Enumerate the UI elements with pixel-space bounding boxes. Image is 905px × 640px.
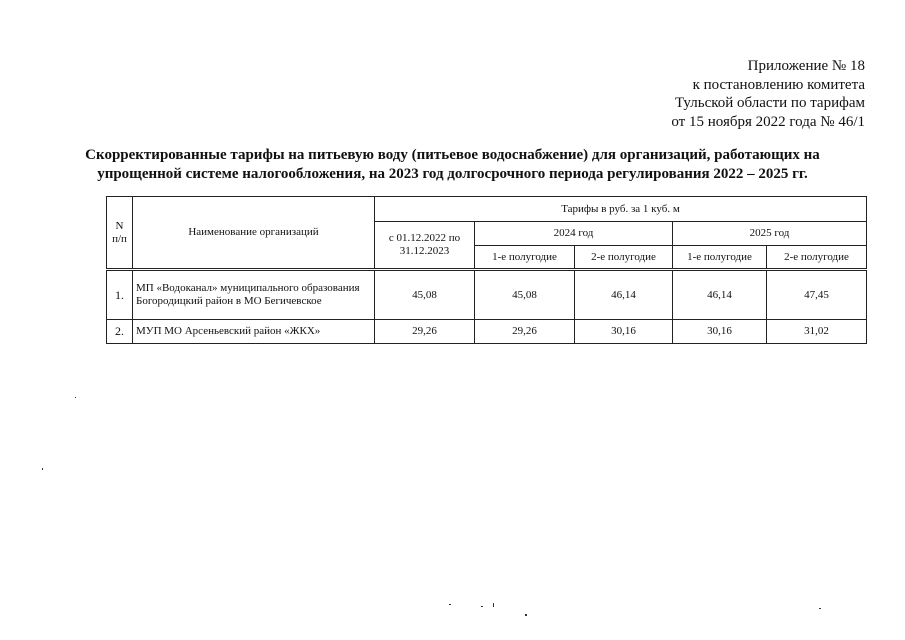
scan-speck — [819, 608, 821, 609]
appendix-line-4: от 15 ноября 2022 года № 46/1 — [671, 113, 865, 130]
scan-speck — [493, 603, 494, 607]
tariff-value: 45,08 — [375, 270, 475, 320]
scan-speck — [75, 397, 76, 398]
title-line-2: упрощенной системе налогообложения, на 2023 год долгосрочного периода регулирования 2022 – 2025 гг. — [97, 166, 808, 182]
table-row — [107, 320, 867, 344]
appendix-line-1: Приложение № 18 — [747, 58, 865, 74]
title-line-1: Скорректированные тарифы на питьевую воду (питьевое водоснабжение) для организаций, работающих на — [85, 147, 820, 163]
header-2025-half-1: 1-е полугодие — [673, 246, 767, 270]
scan-speck — [42, 468, 43, 470]
appendix-block — [671, 57, 865, 131]
header-2025-half-2: 2-е полугодие — [767, 246, 867, 270]
header-org: Наименование организаций — [133, 197, 375, 270]
header-year-2024: 2024 год — [475, 222, 673, 246]
organization-name: МП «Водоканал» муниципального образования Богородицкий район в МО Бегичевское — [133, 270, 375, 320]
tariff-value: 47,45 — [767, 270, 867, 320]
tariff-value: 29,26 — [375, 320, 475, 344]
tariff-value: 29,26 — [475, 320, 575, 344]
document-title — [80, 146, 825, 184]
scan-speck — [481, 606, 483, 607]
scan-speck — [525, 614, 527, 616]
appendix-line-3: Тульской области по тарифам — [674, 95, 865, 111]
header-2024-half-2: 2-е полугодие — [575, 246, 673, 270]
row-number: 1. — [107, 270, 133, 320]
row-number: 2. — [107, 320, 133, 344]
table-row — [107, 270, 867, 320]
header-period-2023: с 01.12.2022 по 31.12.2023 — [375, 222, 475, 270]
header-tariffs: Тарифы в руб. за 1 куб. м — [375, 197, 867, 222]
tariff-value: 30,16 — [575, 320, 673, 344]
tariff-value: 45,08 — [475, 270, 575, 320]
organization-name: МУП МО Арсеньевский район «ЖКХ» — [133, 320, 375, 344]
scan-speck — [449, 604, 451, 605]
header-num: N п/п — [107, 197, 133, 270]
header-2024-half-1: 1-е полугодие — [475, 246, 575, 270]
tariff-value: 46,14 — [575, 270, 673, 320]
tariff-value: 30,16 — [673, 320, 767, 344]
tariff-table — [106, 196, 867, 344]
tariff-value: 46,14 — [673, 270, 767, 320]
tariff-value: 31,02 — [767, 320, 867, 344]
header-year-2025: 2025 год — [673, 222, 867, 246]
appendix-line-2: к постановлению комитета — [692, 76, 865, 93]
